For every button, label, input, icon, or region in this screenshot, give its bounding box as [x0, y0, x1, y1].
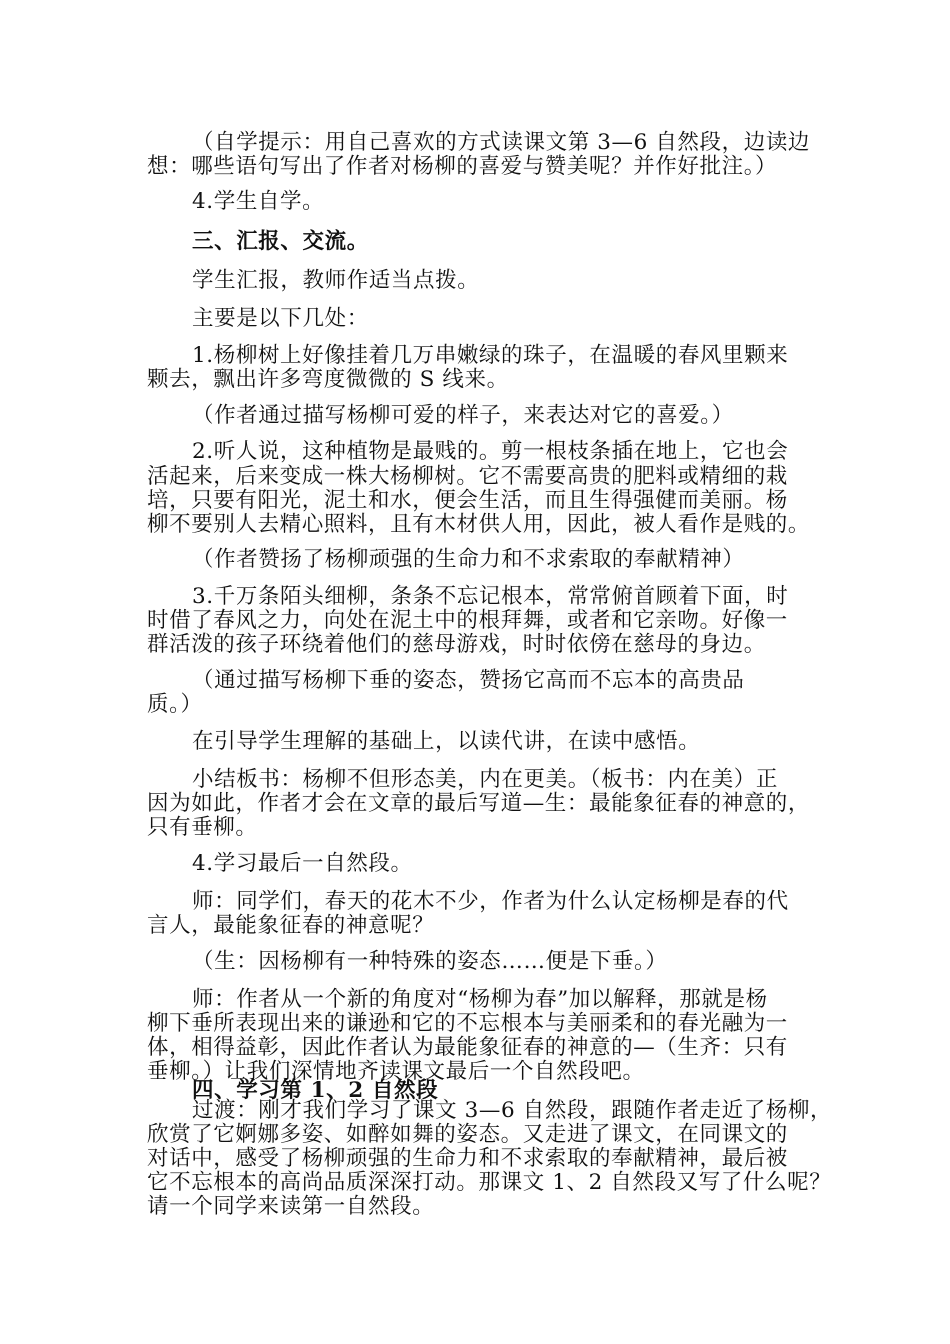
text-line: 4.学习最后一自然段。: [192, 851, 413, 876]
text-line: 体，相得益彰，因此作者认为最能象征春的神意的—（生齐：只有: [147, 1035, 788, 1060]
text-line: （自学提示：用自己喜欢的方式读课文第 3—6 自然段，边读边: [192, 130, 811, 155]
text-line: 师：作者从一个新的角度对“杨柳为春”加以解释，那就是杨: [192, 987, 768, 1012]
text-line: 1.杨柳树上好像挂着几万串嫩绿的珠子，在温暖的春风里颗来: [192, 343, 789, 368]
text-line: 时借了春风之力，向处在泥土中的根拜舞，或者和它亲吻。好像一: [147, 608, 788, 633]
text-line: 质。）: [147, 692, 203, 717]
text-line: 因为如此，作者才会在文章的最后写道—生：最能象征春的神意的，: [147, 791, 811, 816]
text-line: （作者通过描写杨柳可爱的样子，来表达对它的喜爱。）: [192, 403, 734, 428]
text-line: 柳不要别人去精心照料，且有木材供人用，因此，被人看作是贱的。: [147, 512, 811, 537]
text-line: （作者赞扬了杨柳顽强的生命力和不求索取的奉献精神）: [192, 547, 745, 572]
text-line: 请一个同学来读第一自然段。: [147, 1194, 435, 1219]
text-line: 4.学生自学。: [192, 189, 325, 214]
text-line: 师：同学们，春天的花木不少，作者为什么认定杨柳是春的代: [192, 889, 789, 914]
text-line: 群活泼的孩子环绕着他们的慈母游戏，时时依傍在慈母的身边。: [147, 632, 766, 657]
text-line: 培，只要有阳光，泥土和水，便会生活，而且生得强健而美丽。杨: [147, 488, 788, 513]
text-line: 3.千万条陌头细柳，条条不忘记根本，常常俯首顾着下面，时: [192, 584, 789, 609]
text-line: 只有垂柳。: [147, 815, 258, 840]
text-line: 它不忘根本的高尚品质深深打动。那课文 1、2 自然段又写了什么呢？: [147, 1170, 832, 1195]
text-line: 垂柳。）让我们深情地齐读课文最后一个自然段吧。: [147, 1059, 645, 1084]
section-heading: 三、汇报、交流。: [192, 229, 369, 254]
text-line: （生：因杨柳有一种特殊的姿态……便是下垂。）: [192, 949, 668, 974]
text-line: 小结板书：杨柳不但形态美，内在更美。（板书：内在美）正: [192, 767, 778, 792]
section-heading: 四、学习第 1、2 自然段: [192, 1078, 439, 1103]
text-line: （通过描写杨柳下垂的姿态，赞扬它高而不忘本的高贵品: [192, 668, 745, 693]
text-line: 活起来，后来变成一株大杨柳树。它不需要高贵的肥料或精细的栽: [147, 464, 788, 489]
text-line: 主要是以下几处：: [192, 306, 369, 331]
text-line: 颗去，飘出许多弯度微微的 S 线来。: [147, 367, 509, 392]
text-line: 过渡：刚才我们学习了课文 3—6 自然段，跟随作者走近了杨柳，: [192, 1098, 833, 1123]
text-line: 柳下垂所表现出来的谦逊和它的不忘根本与美丽柔和的春光融为一: [147, 1011, 788, 1036]
text-line: 言人，最能象征春的神意呢？: [147, 913, 435, 938]
text-line: 在引导学生理解的基础上，以读代讲，在读中感悟。: [192, 729, 701, 754]
text-line: 2.听人说，这种植物是最贱的。剪一根枝条插在地上，它也会: [192, 439, 789, 464]
text-line: 学生汇报，教师作适当点拨。: [192, 268, 480, 293]
text-line: 对话中，感受了杨柳顽强的生命力和不求索取的奉献精神，最后被: [147, 1146, 788, 1171]
text-line: 欣赏了它婀娜多姿、如醉如舞的姿态。又走进了课文，在同课文的: [147, 1122, 788, 1147]
text-line: 想：哪些语句写出了作者对杨柳的喜爱与赞美呢？并作好批注。）: [147, 154, 778, 179]
